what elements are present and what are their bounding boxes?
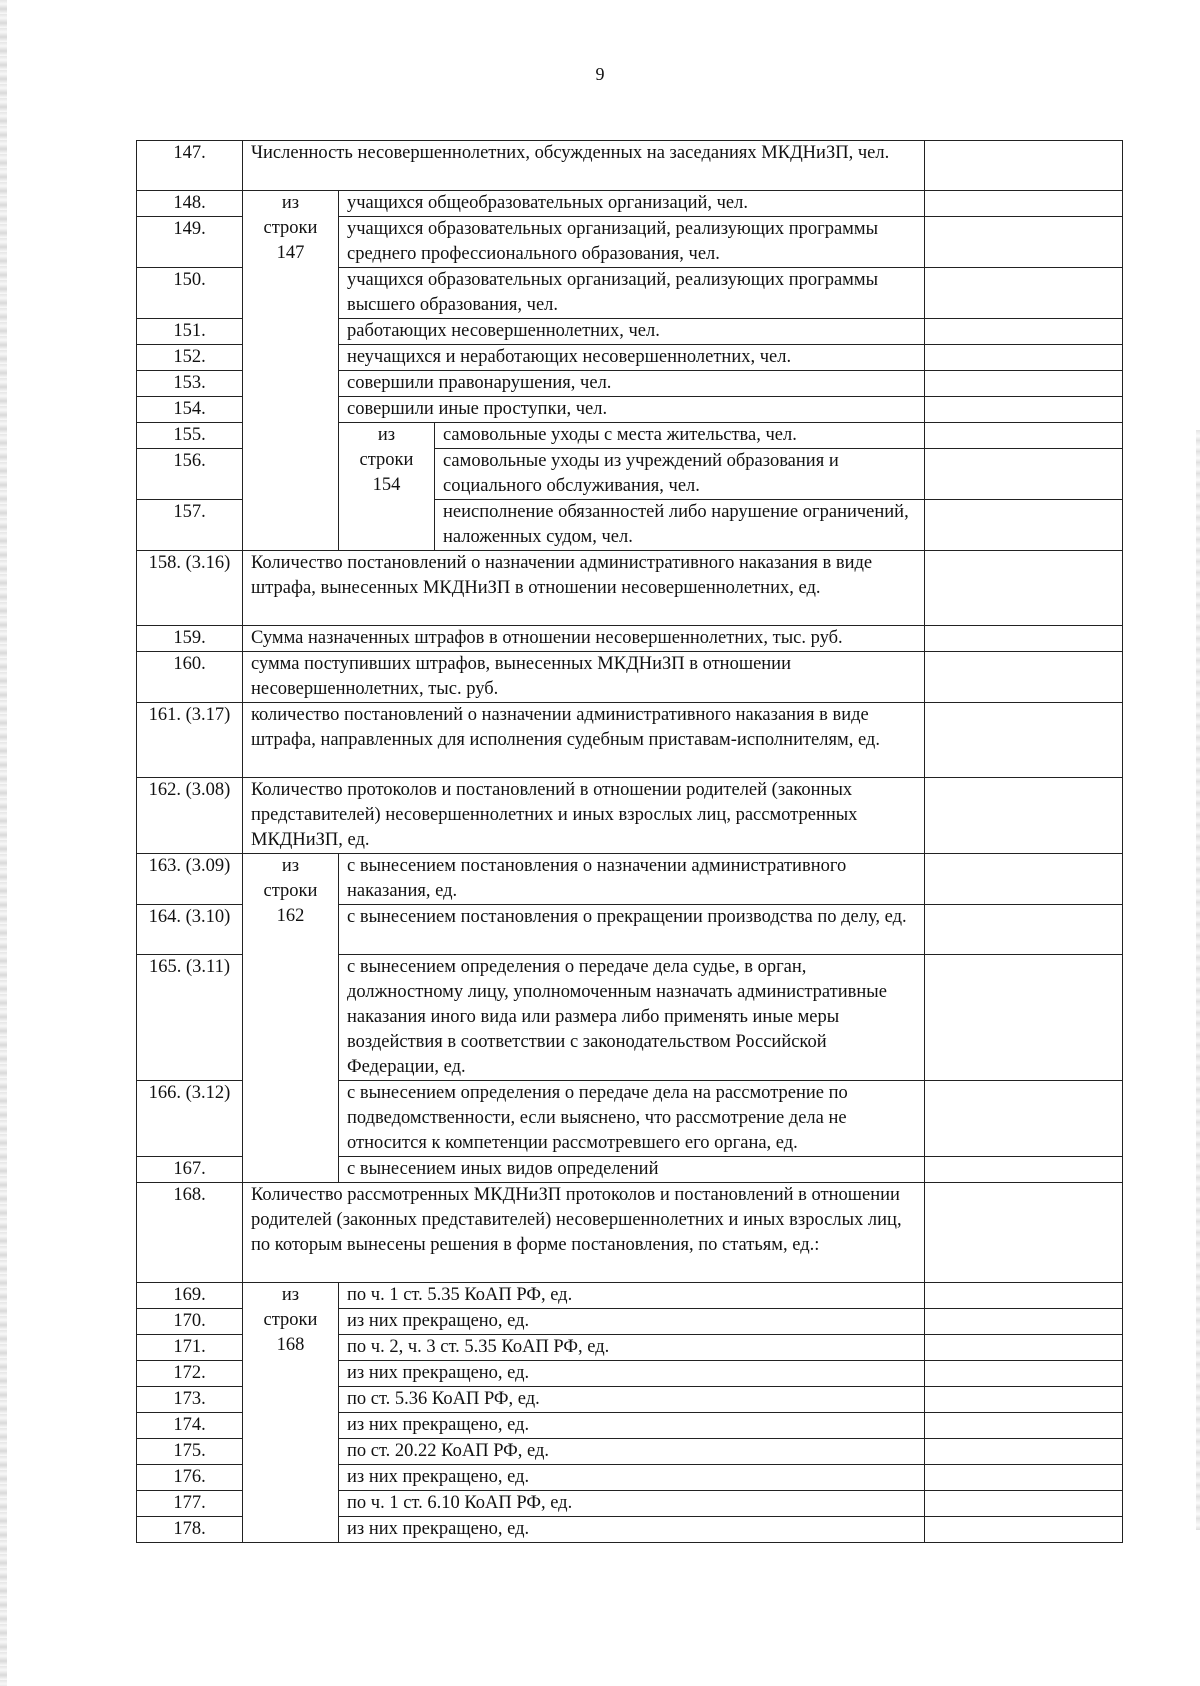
table-row [137, 854, 1123, 905]
group-ref: 147 [276, 243, 305, 263]
value-cell[interactable] [925, 1387, 1123, 1413]
row-number: 172. [137, 1361, 243, 1387]
row-label: учащихся образовательных организаций, реализующих программы среднего профессионального образования, чел. [339, 217, 925, 268]
row-label: самовольные уходы из учреждений образования и социального обслуживания, чел. [435, 449, 925, 500]
row-number: 169. [137, 1283, 243, 1309]
row-number: 150. [137, 268, 243, 319]
page-number: 9 [595, 64, 605, 84]
value-cell[interactable] [925, 500, 1123, 551]
group-from-162 [243, 854, 339, 1183]
value-cell[interactable] [925, 551, 1123, 626]
row-label: Количество постановлений о назначении административного наказания в виде штрафа, вынесенных МКДНиЗП в отношении несовершеннолетних, ед. [243, 551, 925, 626]
row-label: по ст. 20.22 КоАП РФ, ед. [339, 1439, 925, 1465]
row-label: по ч. 2, ч. 3 ст. 5.35 КоАП РФ, ед. [339, 1335, 925, 1361]
group-word: строки [359, 450, 414, 470]
row-label: Сумма назначенных штрафов в отношении несовершеннолетних, тыс. руб. [243, 626, 925, 652]
group-prefix: из [281, 193, 300, 213]
group-prefix: из [377, 425, 396, 445]
row-number: 176. [137, 1465, 243, 1491]
value-cell[interactable] [925, 319, 1123, 345]
row-number: 178. [137, 1517, 243, 1543]
value-cell[interactable] [925, 1517, 1123, 1543]
scan-edge [0, 0, 7, 1686]
table-row [137, 191, 1123, 217]
group-word: строки [263, 1310, 318, 1330]
table-row [137, 1283, 1123, 1309]
row-label: с вынесением определения о передаче дела судье, в орган, должностному лицу, уполномоченным назначать административные наказания иного вида или размера либо применять иные меры воздействия в соответствии с законодательством Российской Федерации, ед. [339, 955, 925, 1081]
group-ref: 154 [372, 475, 401, 495]
value-cell[interactable] [925, 141, 1123, 191]
table-row [137, 626, 1123, 652]
row-number: 152. [137, 345, 243, 371]
row-number: 160. [137, 652, 243, 703]
row-label: совершили правонарушения, чел. [339, 371, 925, 397]
row-label: совершили иные проступки, чел. [339, 397, 925, 423]
row-label: неучащихся и неработающих несовершеннолетних, чел. [339, 345, 925, 371]
row-label: по ст. 5.36 КоАП РФ, ед. [339, 1387, 925, 1413]
row-number: 170. [137, 1309, 243, 1335]
value-cell[interactable] [925, 1465, 1123, 1491]
table-row [137, 652, 1123, 703]
value-cell[interactable] [925, 397, 1123, 423]
row-label: из них прекращено, ед. [339, 1413, 925, 1439]
group-prefix: из [281, 1285, 300, 1305]
row-number: 173. [137, 1387, 243, 1413]
value-cell[interactable] [925, 905, 1123, 955]
table-row [137, 703, 1123, 778]
row-label: с вынесением постановления о прекращении производства по делу, ед. [339, 905, 925, 955]
row-label: учащихся общеобразовательных организаций, чел. [339, 191, 925, 217]
value-cell[interactable] [925, 345, 1123, 371]
value-cell[interactable] [925, 449, 1123, 500]
value-cell[interactable] [925, 955, 1123, 1081]
row-number: 153. [137, 371, 243, 397]
row-label: Количество рассмотренных МКДНиЗП протоколов и постановлений в отношении родителей (законных представителей) несовершеннолетних и иных взрослых лиц, по которым вынесены решения в форме постановления, по статьям, ед.: [243, 1183, 925, 1283]
row-number: 151. [137, 319, 243, 345]
group-from-168 [243, 1283, 339, 1543]
row-number: 164. (3.10) [137, 905, 243, 955]
value-cell[interactable] [925, 1361, 1123, 1387]
row-label: с вынесением определения о передаче дела на рассмотрение по подведомственности, если выяснено, что рассмотрение дела не относится к компетенции рассмотревшего его органа, ед. [339, 1081, 925, 1157]
row-label: количество постановлений о назначении административного наказания в виде штрафа, направленных для исполнения судебным приставам-исполнителям, ед. [243, 703, 925, 778]
value-cell[interactable] [925, 1157, 1123, 1183]
row-label: Численность несовершеннолетних, обсужденных на заседаниях МКДНиЗП, чел. [243, 141, 925, 191]
row-label: Количество протоколов и постановлений в отношении родителей (законных представителей) несовершеннолетних и иных взрослых лиц, рассмотренных МКДНиЗП, ед. [243, 778, 925, 854]
row-number: 177. [137, 1491, 243, 1517]
row-number: 167. [137, 1157, 243, 1183]
row-label: из них прекращено, ед. [339, 1361, 925, 1387]
row-number: 168. [137, 1183, 243, 1283]
row-number: 158. (3.16) [137, 551, 243, 626]
group-from-147 [243, 191, 339, 551]
row-number: 148. [137, 191, 243, 217]
row-number: 163. (3.09) [137, 854, 243, 905]
value-cell[interactable] [925, 1283, 1123, 1309]
row-label: учащихся образовательных организаций, реализующих программы высшего образования, чел. [339, 268, 925, 319]
group-word: строки [263, 218, 318, 238]
row-label: из них прекращено, ед. [339, 1517, 925, 1543]
row-label: с вынесением постановления о назначении административного наказания, ед. [339, 854, 925, 905]
table-row [137, 141, 1123, 191]
value-cell[interactable] [925, 778, 1123, 854]
row-label: работающих несовершеннолетних, чел. [339, 319, 925, 345]
row-number: 149. [137, 217, 243, 268]
row-number: 174. [137, 1413, 243, 1439]
row-number: 156. [137, 449, 243, 500]
row-number: 166. (3.12) [137, 1081, 243, 1157]
value-cell[interactable] [925, 1491, 1123, 1517]
row-label: сумма поступивших штрафов, вынесенных МКДНиЗП в отношении несовершеннолетних, тыс. руб. [243, 652, 925, 703]
row-number: 154. [137, 397, 243, 423]
group-ref: 162 [276, 906, 305, 926]
value-cell[interactable] [925, 1081, 1123, 1157]
row-number: 165. (3.11) [137, 955, 243, 1081]
table-row [137, 778, 1123, 854]
value-cell[interactable] [925, 626, 1123, 652]
table-row [137, 551, 1123, 626]
group-prefix: из [281, 856, 300, 876]
value-cell[interactable] [925, 1439, 1123, 1465]
value-cell[interactable] [925, 703, 1123, 778]
row-label: по ч. 1 ст. 5.35 КоАП РФ, ед. [339, 1283, 925, 1309]
value-cell[interactable] [925, 423, 1123, 449]
value-cell[interactable] [925, 1183, 1123, 1283]
value-cell[interactable] [925, 191, 1123, 217]
report-table [136, 140, 1123, 1543]
scan-edge [1196, 430, 1200, 1530]
row-label: самовольные уходы с места жительства, чел. [435, 423, 925, 449]
row-label: с вынесением иных видов определений [339, 1157, 925, 1183]
value-cell[interactable] [925, 371, 1123, 397]
table-row [137, 1183, 1123, 1283]
row-number: 171. [137, 1335, 243, 1361]
group-word: строки [263, 881, 318, 901]
value-cell[interactable] [925, 854, 1123, 905]
row-label: неисполнение обязанностей либо нарушение ограничений, наложенных судом, чел. [435, 500, 925, 551]
value-cell[interactable] [925, 268, 1123, 319]
row-label: из них прекращено, ед. [339, 1309, 925, 1335]
row-number: 161. (3.17) [137, 703, 243, 778]
row-number: 155. [137, 423, 243, 449]
row-number: 147. [137, 141, 243, 191]
row-number: 157. [137, 500, 243, 551]
group-ref: 168 [276, 1335, 305, 1355]
value-cell[interactable] [925, 1309, 1123, 1335]
row-number: 162. (3.08) [137, 778, 243, 854]
row-number: 175. [137, 1439, 243, 1465]
value-cell[interactable] [925, 217, 1123, 268]
row-label: из них прекращено, ед. [339, 1465, 925, 1491]
value-cell[interactable] [925, 652, 1123, 703]
value-cell[interactable] [925, 1335, 1123, 1361]
row-label: по ч. 1 ст. 6.10 КоАП РФ, ед. [339, 1491, 925, 1517]
row-number: 159. [137, 626, 243, 652]
group-from-154 [339, 423, 435, 551]
value-cell[interactable] [925, 1413, 1123, 1439]
